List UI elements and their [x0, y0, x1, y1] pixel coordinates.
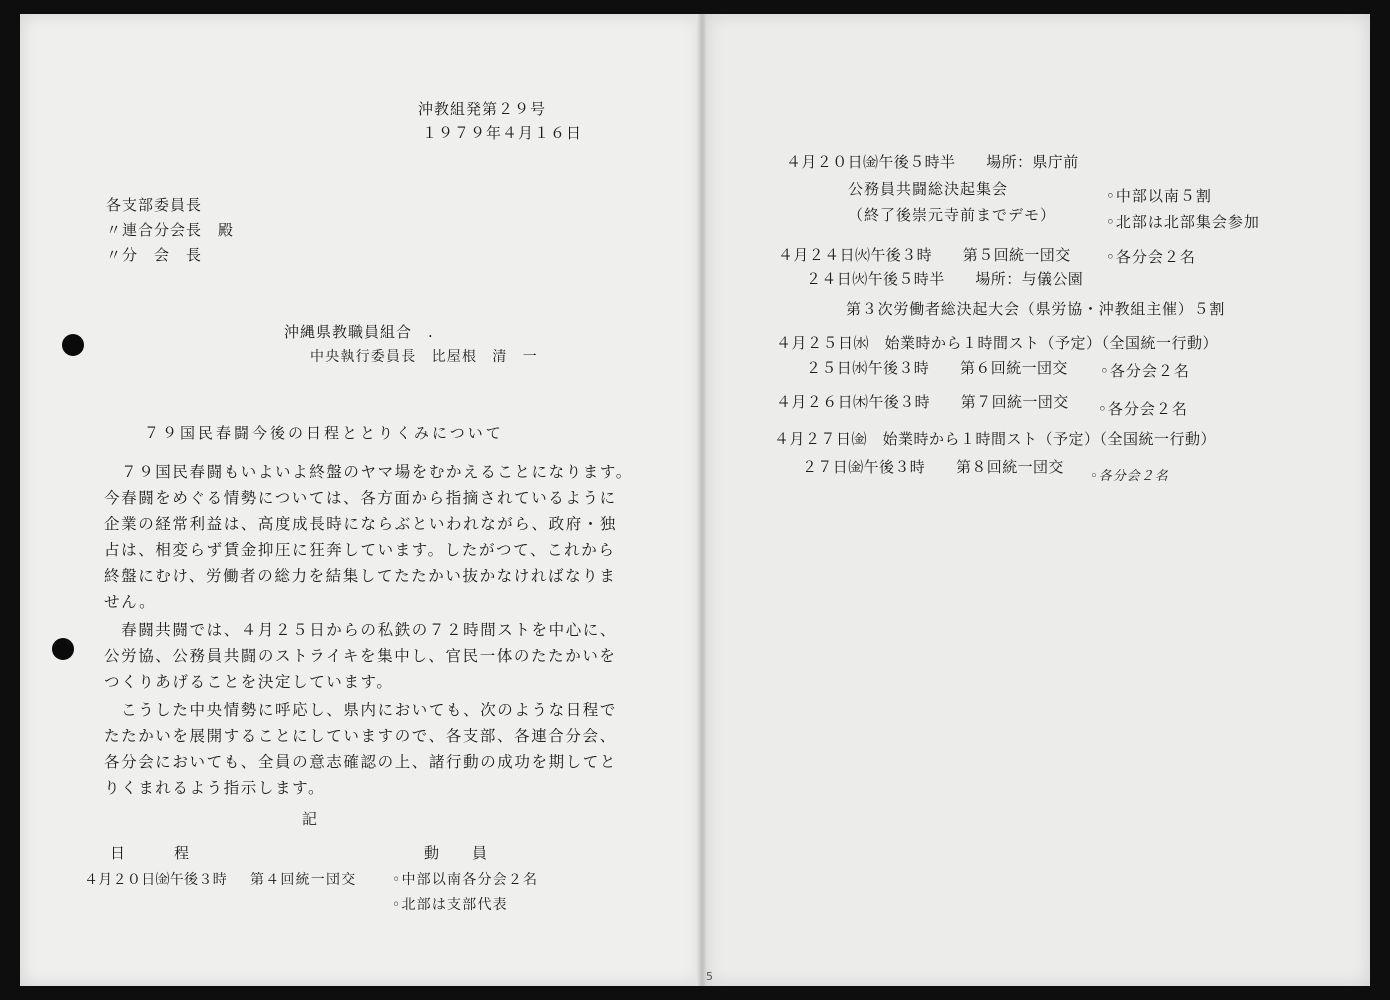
schedule-line: ２４日㈫午後５時半 場所：与儀公園: [806, 270, 1084, 288]
recipient-3: 〃分 会 長: [106, 246, 203, 264]
schedule-event: 第４回統一団交: [250, 872, 357, 888]
sender-person: 中央執行委員長 比屋根 清 一: [310, 349, 538, 365]
mobilization-item-handwritten: ◦各分会２名: [1090, 469, 1169, 484]
right-page: [706, 14, 1370, 986]
paragraph-line: たたかいを展開することにしていますので、各支部、各連合分会、: [104, 727, 617, 745]
schedule-line: ４月２０日㈮午後５時半 場所：県庁前: [786, 153, 1079, 171]
mobilization-item: ◦北部は北部集会参加: [1106, 213, 1260, 231]
punch-hole: [52, 638, 74, 660]
punch-hole: [62, 334, 84, 356]
schedule-line: ４月２７日㈮ 始業時から１時間スト（予定）（全国統一行動）: [774, 430, 1217, 448]
column-schedule: 日 程: [110, 844, 191, 862]
schedule-line: （終了後崇元寺前までデモ）: [848, 206, 1057, 224]
doc-number: 沖教組発第２９号: [418, 100, 547, 118]
mobilization-item: ◦中部以南各分会２名: [392, 872, 539, 888]
doc-date: １９７９年４月１６日: [422, 124, 583, 142]
schedule-line: ４月２６日㈭午後３時 第７回統一団交: [776, 393, 1069, 411]
page-mark: 5: [706, 970, 713, 983]
schedule-date: ４月２０日㈮午後３時: [84, 872, 227, 888]
schedule-line: ２５日㈬午後３時 第６回統一団交: [806, 359, 1068, 377]
column-mobilization: 動 員: [424, 844, 489, 862]
paragraph-line: 各分会においても、全員の意志確認の上、諸行動の成功を期してと: [104, 753, 618, 771]
mobilization-item: ◦北部は支部代表: [392, 897, 508, 913]
ki-heading: 記: [302, 810, 319, 828]
paragraph-line: 今春闘をめぐる情勢については、各方面から指摘されているように: [104, 489, 617, 507]
recipient-2: 〃連合分会長 殿: [106, 221, 235, 239]
paragraph-line: りくまれるよう指示します。: [104, 779, 326, 797]
paragraph-line: こうした中央情勢に呼応し、県内においても、次のような日程で: [104, 701, 618, 719]
mobilization-item: ◦各分会２名: [1106, 248, 1196, 266]
schedule-line: ４月２５日㈬ 始業時から１時間スト（予定）（全国統一行動）: [776, 334, 1219, 352]
schedule-line: 第３次労働者総決起大会（県労協・沖教組主催）５割: [846, 300, 1226, 318]
paragraph-line: 企業の経常利益は、高度成長時にならぶといわれながら、政府・独: [104, 515, 618, 533]
mobilization-item: ◦各分会２名: [1098, 400, 1188, 418]
sender-org: 沖縄県教職員組合 .: [284, 323, 434, 341]
document-title: ７９国民春闘今後の日程ととりくみについて: [144, 424, 504, 442]
mobilization-item: ◦中部以南５割: [1106, 187, 1212, 205]
mobilization-item: ◦各分会２名: [1100, 362, 1190, 380]
schedule-line: 公務員共闘総決起集会: [848, 180, 1009, 198]
paragraph-line: ７９国民春闘もいよいよ終盤のヤマ場をむかえることになります。: [104, 463, 633, 481]
left-page: [20, 14, 702, 986]
paragraph-line: せん。: [104, 593, 157, 611]
paragraph-line: つくりあげることを決定しています。: [104, 673, 394, 691]
schedule-line: ２７日㈮午後３時 第８回統一団交: [802, 458, 1064, 476]
paragraph-line: 占は、相変らず賃金抑圧に狂奔しています。したがつて、これから: [104, 541, 616, 559]
paragraph-line: 春闘共闘では、４月２５日からの私鉄の７２時間ストを中心に、: [104, 621, 618, 639]
schedule-line: ４月２４日㈫午後３時 第５回統一団交: [778, 246, 1071, 264]
recipient-1: 各支部委員長: [106, 196, 203, 214]
paragraph-line: 終盤にむけ、労働者の総力を結集してたたかい抜かなければなりま: [104, 567, 617, 585]
paragraph-line: 公労協、公務員共闘のストライキを集中し、官民一体のたたかいを: [104, 647, 617, 665]
